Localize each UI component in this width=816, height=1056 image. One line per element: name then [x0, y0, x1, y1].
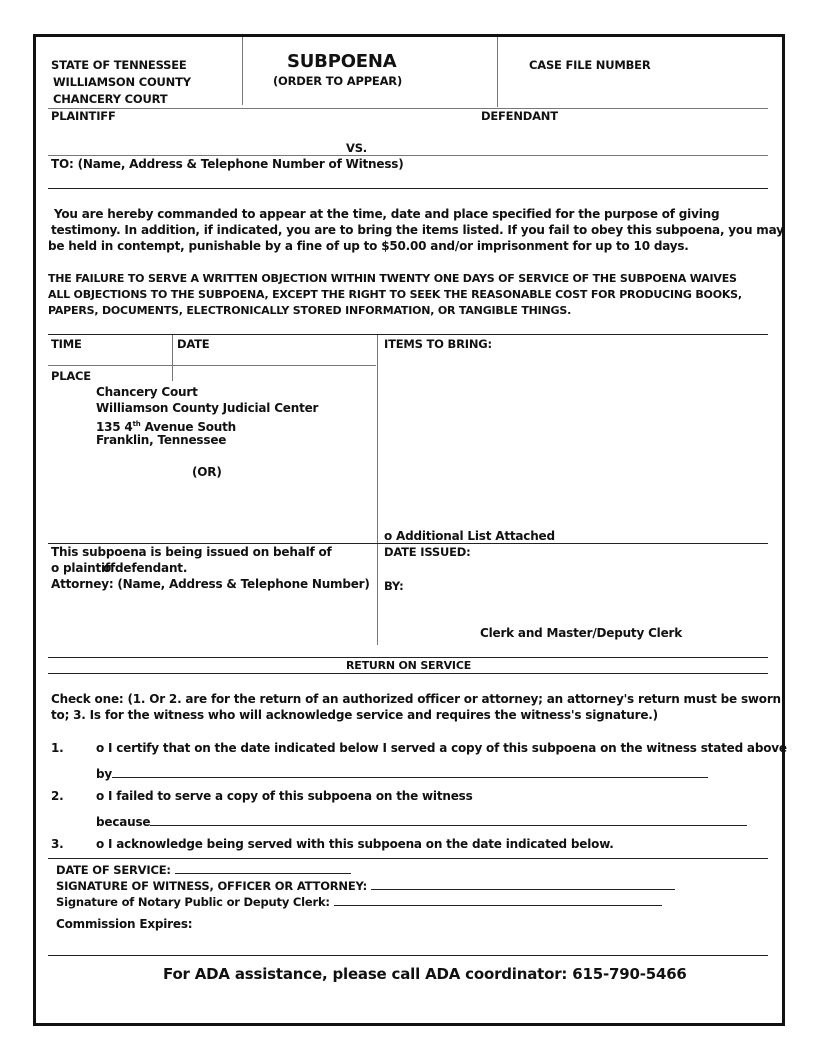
- address-line: [96, 417, 236, 434]
- additional-list-checkbox[interactable]: o Additional List Attached: [384, 529, 555, 543]
- time-label: TIME: [51, 337, 82, 351]
- items-label: ITEMS TO BRING:: [384, 337, 492, 351]
- divider: [48, 334, 768, 335]
- date-of-service-field[interactable]: [56, 861, 351, 877]
- certify-checkbox[interactable]: o I certify that on the date indicated below I served a copy of this subpoena on the witness stated above: [96, 741, 787, 755]
- divider: [497, 37, 498, 107]
- date-line[interactable]: [175, 861, 351, 874]
- ada-notice: For ADA assistance, please call ADA coordinator: 615-790-5466: [163, 965, 687, 983]
- warning-text: ALL OBJECTIONS TO THE SUBPOENA, EXCEPT THE RIGHT TO SEEK THE REASONABLE COST FOR PRODUCING BOOKS,: [48, 288, 742, 301]
- instructions-text: Check one: (1. Or 2. are for the return of an authorized officer or attorney; an attorney's return must be sworn: [51, 692, 781, 706]
- warning-text: PAPERS, DOCUMENTS, ELECTRONICALLY STORED INFORMATION, OR TANGIBLE THINGS.: [48, 304, 572, 317]
- vs-label: VS.: [346, 141, 367, 155]
- divider: [48, 858, 768, 859]
- divider: [48, 955, 768, 956]
- divider: [172, 335, 173, 381]
- witness-label: TO: (Name, Address & Telephone Number of Witness): [51, 157, 404, 171]
- case-file-label: CASE FILE NUMBER: [529, 58, 651, 72]
- ordinal: th: [132, 420, 141, 428]
- by-label: BY:: [384, 579, 404, 593]
- date-issued-label: DATE ISSUED:: [384, 545, 471, 559]
- or-label: (OR): [192, 465, 222, 479]
- failed-checkbox[interactable]: o I failed to serve a copy of this subpoena on the witness: [96, 789, 473, 803]
- address-line: Williamson County Judicial Center: [96, 401, 319, 415]
- commission-label: Commission Expires:: [56, 917, 193, 931]
- command-text: be held in contempt, punishable by a fine of up to $50.00 and/or imprisonment for up to 10 days.: [48, 239, 689, 253]
- date-of-service-label: DATE OF SERVICE:: [56, 863, 171, 877]
- signature-field[interactable]: [56, 877, 675, 893]
- defendant-checkbox[interactable]: o defendant.: [103, 561, 188, 575]
- divider: [377, 335, 378, 645]
- behalf-label: This subpoena is being issued on behalf of: [51, 545, 332, 559]
- notary-label: Signature of Notary Public or Deputy Clerk:: [56, 895, 330, 909]
- divider: [48, 188, 768, 189]
- command-text: You are hereby commanded to appear at the time, date and place specified for the purpose of giving: [54, 207, 720, 221]
- because-label: because: [96, 815, 151, 829]
- signature-line[interactable]: [371, 877, 675, 890]
- address-line: Franklin, Tennessee: [96, 433, 227, 447]
- divider: [48, 155, 768, 156]
- street-number: 135 4: [96, 420, 133, 434]
- because-field[interactable]: [96, 813, 747, 829]
- clerk-label: Clerk and Master/Deputy Clerk: [480, 626, 683, 640]
- return-title: RETURN ON SERVICE: [346, 659, 472, 672]
- county-label: WILLIAMSON COUNTY: [53, 75, 191, 89]
- divider: [48, 365, 376, 366]
- plaintiff-checkbox[interactable]: o plaintiff: [51, 561, 115, 575]
- notary-field[interactable]: [56, 893, 662, 909]
- notary-line[interactable]: [334, 893, 662, 906]
- form-title: SUBPOENA: [287, 51, 397, 72]
- by-line[interactable]: [112, 765, 708, 778]
- defendant-label: DEFENDANT: [481, 109, 558, 123]
- court-label: CHANCERY COURT: [53, 92, 168, 106]
- place-label: PLACE: [51, 369, 91, 383]
- instructions-text: to; 3. Is for the witness who will acknowledge service and requires the witness's signature.): [51, 708, 658, 722]
- street-name: Avenue South: [140, 420, 237, 434]
- item-number: 2.: [51, 789, 64, 803]
- by-label: by: [96, 767, 113, 781]
- divider: [48, 108, 768, 109]
- signature-label: SIGNATURE OF WITNESS, OFFICER OR ATTORNEY:: [56, 879, 368, 893]
- warning-text: THE FAILURE TO SERVE A WRITTEN OBJECTION WITHIN TWENTY ONE DAYS OF SERVICE OF THE SUBPOENA WAIVES: [48, 272, 737, 285]
- plaintiff-label: PLAINTIFF: [51, 109, 116, 123]
- form-subtitle: (ORDER TO APPEAR): [273, 74, 402, 88]
- acknowledge-checkbox[interactable]: o I acknowledge being served with this subpoena on the date indicated below.: [96, 837, 614, 851]
- item-number: 3.: [51, 837, 64, 851]
- because-line[interactable]: [150, 813, 747, 826]
- served-by-field[interactable]: [96, 765, 708, 781]
- command-text: testimony. In addition, if indicated, you are to bring the items listed. If you fail to obey this subpoena, you may: [51, 223, 784, 237]
- address-line: Chancery Court: [96, 385, 198, 399]
- divider: [48, 543, 768, 544]
- date-label: DATE: [177, 337, 210, 351]
- attorney-label: Attorney: (Name, Address & Telephone Number): [51, 577, 370, 591]
- divider: [242, 37, 243, 105]
- divider: [48, 673, 768, 674]
- divider: [48, 657, 768, 658]
- item-number: 1.: [51, 741, 64, 755]
- state-label: STATE OF TENNESSEE: [51, 58, 187, 72]
